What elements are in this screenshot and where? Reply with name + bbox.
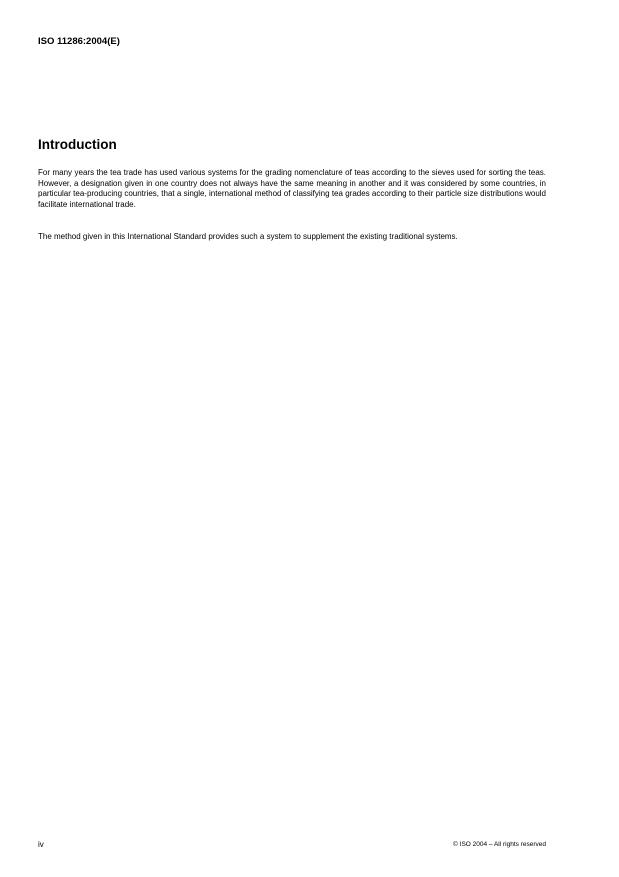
section-title: Introduction	[38, 137, 117, 152]
intro-paragraph-2: The method given in this International Standard provides such a system to supplement the existing traditional systems.	[38, 232, 458, 241]
document-id-header: ISO 11286:2004(E)	[38, 36, 120, 47]
page-number: iv	[38, 840, 44, 849]
copyright-notice: © ISO 2004 – All rights reserved	[453, 841, 546, 848]
intro-paragraph-1: For many years the tea trade has used various systems for the grading nomenclature of teas according to the sieves used for sorting the teas. However, a designation given in one country does not always have the same meaning in another and it was considered by some countries, in particular tea-producing countries, that a single, international method of classifying tea grades according to their particle size distributions would facilitate international trade.	[38, 168, 546, 209]
